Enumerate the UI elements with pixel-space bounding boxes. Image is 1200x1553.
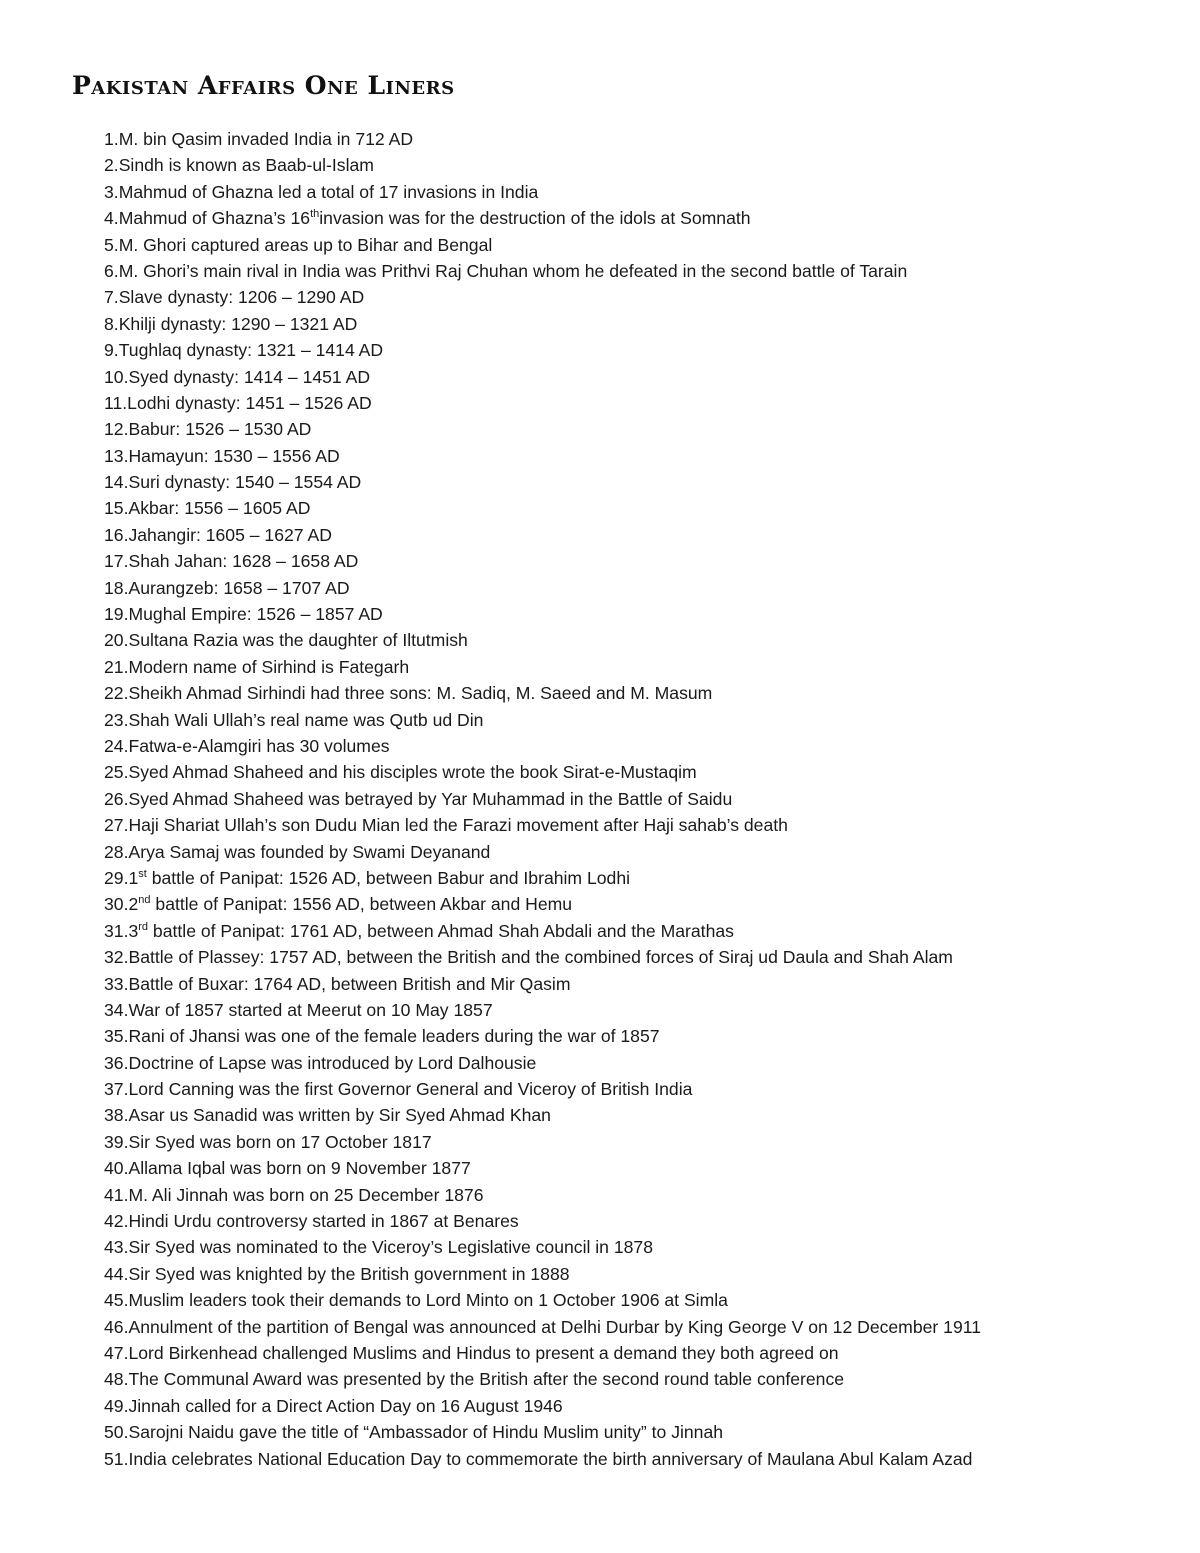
text-segment: M. Ghori’s main rival in India was Prithvi Raj Chuhan whom he defeated in the second battle of Tarain xyxy=(118,260,908,281)
item-number: 22. xyxy=(104,683,129,704)
item-text xyxy=(119,261,908,281)
text-segment: Lord Canning was the first Governor General and Viceroy of British India xyxy=(128,1079,693,1100)
item-text xyxy=(128,947,952,967)
text-segment: Sultana Razia was the daughter of Iltutmish xyxy=(128,630,468,651)
item-number: 10. xyxy=(104,366,129,387)
item-text xyxy=(128,1396,562,1416)
item-text xyxy=(128,974,570,994)
text-segment: Lodhi dynasty: 1451 – 1526 AD xyxy=(127,392,372,413)
item-text xyxy=(128,1343,838,1363)
item-text xyxy=(128,578,349,598)
item-number: 43. xyxy=(104,1237,129,1258)
item-text xyxy=(128,419,311,439)
text-segment: invasion was for the destruction of the idols at Somnath xyxy=(319,208,751,229)
item-number: 18. xyxy=(104,577,129,598)
list-item xyxy=(104,1050,1164,1076)
item-number: 11. xyxy=(104,392,128,413)
item-number: 21. xyxy=(104,656,129,677)
list-item xyxy=(104,1155,1164,1181)
text-segment: Shah Jahan: 1628 – 1658 AD xyxy=(128,551,359,572)
list-item xyxy=(104,601,1164,627)
item-number: 3. xyxy=(104,181,119,202)
item-text xyxy=(128,921,733,941)
item-text xyxy=(128,472,361,492)
text-segment: Syed dynasty: 1414 – 1451 AD xyxy=(128,366,371,387)
text-segment: Shah Wali Ullah’s real name was Qutb ud Din xyxy=(128,709,484,730)
list-item xyxy=(104,1129,1164,1155)
text-segment: Sindh is known as Baab-ul-Islam xyxy=(118,155,374,176)
list-item xyxy=(104,575,1164,601)
text-segment: Rani of Jhansi was one of the female leaders during the war of 1857 xyxy=(128,1026,660,1047)
ordinal-superscript: rd xyxy=(138,920,149,933)
item-text xyxy=(128,630,467,650)
item-text xyxy=(128,762,696,782)
text-segment: Annulment of the partition of Bengal was announced at Delhi Durbar by King George V on 12 December 1911 xyxy=(128,1316,981,1337)
item-number: 47. xyxy=(104,1342,129,1363)
list-item xyxy=(104,495,1164,521)
item-number: 14. xyxy=(104,472,129,493)
list-item xyxy=(104,469,1164,495)
item-text xyxy=(119,182,539,202)
item-text xyxy=(128,1369,844,1389)
item-number: 41. xyxy=(104,1184,129,1205)
item-text xyxy=(127,393,372,413)
item-text xyxy=(128,1237,653,1257)
list-item xyxy=(104,1287,1164,1313)
list-item xyxy=(104,759,1164,785)
item-text xyxy=(128,1105,550,1125)
list-item xyxy=(104,891,1164,917)
text-segment: War of 1857 started at Meerut on 10 May 1857 xyxy=(128,999,493,1020)
ordinal-superscript: st xyxy=(138,868,147,881)
item-text xyxy=(119,287,365,307)
text-segment: Sir Syed was knighted by the British government in 1888 xyxy=(128,1263,570,1284)
item-text xyxy=(128,1211,518,1231)
list-item xyxy=(104,311,1164,337)
item-text xyxy=(119,340,383,360)
item-number: 30. xyxy=(104,894,129,915)
item-number: 25. xyxy=(104,762,129,783)
text-segment: Jinnah called for a Direct Action Day on 16 August 1946 xyxy=(128,1395,563,1416)
item-number: 20. xyxy=(104,630,129,651)
list-item xyxy=(104,232,1164,258)
item-number: 17. xyxy=(104,551,129,572)
text-segment: Tughlaq dynasty: 1321 – 1414 AD xyxy=(118,340,384,361)
item-number: 26. xyxy=(104,788,129,809)
item-number: 31. xyxy=(104,920,129,941)
item-text xyxy=(128,367,370,387)
item-number: 23. xyxy=(104,709,129,730)
text-segment: Allama Iqbal was born on 9 November 1877 xyxy=(128,1158,471,1179)
item-number: 46. xyxy=(104,1316,129,1337)
item-number: 13. xyxy=(104,445,129,466)
ordinal-superscript: th xyxy=(310,208,320,221)
text-segment: Asar us Sanadid was written by Sir Syed Ahmad Khan xyxy=(128,1105,551,1126)
item-number: 51. xyxy=(104,1448,129,1469)
text-segment: 3 xyxy=(128,920,139,941)
item-number: 38. xyxy=(104,1105,129,1126)
list-item xyxy=(104,416,1164,442)
list-item xyxy=(104,1314,1164,1340)
list-item xyxy=(104,865,1164,891)
item-number: 1. xyxy=(104,129,119,149)
list-item xyxy=(104,1182,1164,1208)
list-item xyxy=(104,627,1164,653)
item-number: 5. xyxy=(104,234,119,255)
item-number: 4. xyxy=(104,208,119,229)
text-segment: Muslim leaders took their demands to Lord Minto on 1 October 1906 at Simla xyxy=(128,1290,728,1311)
text-segment: Mahmud of Ghazna led a total of 17 invasions in India xyxy=(118,181,539,202)
text-segment: Sir Syed was born on 17 October 1817 xyxy=(128,1131,432,1152)
text-segment: Sir Syed was nominated to the Viceroy’s Legislative council in 1878 xyxy=(128,1237,653,1258)
text-segment: Mahmud of Ghazna’s 16 xyxy=(118,208,311,229)
item-number: 28. xyxy=(104,841,129,862)
item-text xyxy=(128,551,358,571)
item-text xyxy=(128,1000,492,1020)
list-item xyxy=(104,1023,1164,1049)
document-title: Pakistan Affairs One Liners xyxy=(72,71,455,100)
list-item xyxy=(104,1234,1164,1260)
text-segment: M. bin Qasim invaded India in 712 AD xyxy=(118,129,414,149)
item-text xyxy=(119,314,358,334)
list-item xyxy=(104,654,1164,680)
item-text xyxy=(128,1053,536,1073)
item-text xyxy=(119,129,413,149)
list-item xyxy=(104,839,1164,865)
text-segment: Babur: 1526 – 1530 AD xyxy=(128,419,312,440)
list-item xyxy=(104,707,1164,733)
text-segment: Mughal Empire: 1526 – 1857 AD xyxy=(128,604,383,625)
item-number: 49. xyxy=(104,1395,129,1416)
text-segment: Syed Ahmad Shaheed was betrayed by Yar Muhammad in the Battle of Saidu xyxy=(128,788,733,809)
list-item xyxy=(104,971,1164,997)
list-item xyxy=(104,1076,1164,1102)
item-number: 37. xyxy=(104,1079,129,1100)
list-item xyxy=(104,443,1164,469)
text-segment: Aurangzeb: 1658 – 1707 AD xyxy=(128,577,350,598)
item-number: 35. xyxy=(104,1026,129,1047)
item-number: 8. xyxy=(104,313,119,334)
item-number: 2. xyxy=(104,155,119,176)
list-item xyxy=(104,1419,1164,1445)
text-segment: Arya Samaj was founded by Swami Deyanand xyxy=(128,841,491,862)
item-number: 34. xyxy=(104,999,129,1020)
list-item xyxy=(104,364,1164,390)
text-segment: 2 xyxy=(128,894,139,915)
item-text xyxy=(119,235,493,255)
text-segment: Battle of Plassey: 1757 AD, between the British and the combined forces of Siraj ud Daula and Shah Alam xyxy=(128,947,953,968)
text-segment: Modern name of Sirhind is Fategarh xyxy=(128,656,410,677)
item-number: 44. xyxy=(104,1263,129,1284)
item-number: 48. xyxy=(104,1369,129,1390)
text-segment: Akbar: 1556 – 1605 AD xyxy=(128,498,311,519)
item-number: 7. xyxy=(104,287,119,308)
list-item xyxy=(104,733,1164,759)
item-text xyxy=(128,604,382,624)
text-segment: Syed Ahmad Shaheed and his disciples wrote the book Sirat-e-Mustaqim xyxy=(128,762,697,783)
item-text xyxy=(128,1290,727,1310)
list-item xyxy=(104,1208,1164,1234)
item-text xyxy=(128,1422,723,1442)
item-text xyxy=(128,736,389,756)
text-segment: Khilji dynasty: 1290 – 1321 AD xyxy=(118,313,358,334)
list-item xyxy=(104,548,1164,574)
item-text xyxy=(128,1158,470,1178)
item-text xyxy=(128,1185,483,1205)
item-number: 24. xyxy=(104,735,129,756)
item-number: 33. xyxy=(104,973,129,994)
text-segment: battle of Panipat: 1556 AD, between Akbar and Hemu xyxy=(150,894,573,915)
list-item xyxy=(104,812,1164,838)
item-number: 45. xyxy=(104,1290,129,1311)
list-item xyxy=(104,205,1164,231)
text-segment: Sheikh Ahmad Sirhindi had three sons: M. Sadiq, M. Saeed and M. Masum xyxy=(128,683,713,704)
item-text xyxy=(128,815,787,835)
text-segment: Battle of Buxar: 1764 AD, between British and Mir Qasim xyxy=(128,973,571,994)
text-segment: Haji Shariat Ullah’s son Dudu Mian led the Farazi movement after Haji sahab’s death xyxy=(128,815,788,836)
list-item xyxy=(104,126,1164,152)
item-number: 19. xyxy=(104,604,129,625)
item-number: 29. xyxy=(104,867,129,888)
ordinal-superscript: nd xyxy=(138,894,151,907)
item-number: 9. xyxy=(104,340,119,361)
text-segment: Lord Birkenhead challenged Muslims and Hindus to present a demand they both agreed on xyxy=(128,1342,839,1363)
text-segment: 1 xyxy=(128,867,139,888)
list-item xyxy=(104,918,1164,944)
item-number: 27. xyxy=(104,815,129,836)
item-number: 32. xyxy=(104,947,129,968)
item-text xyxy=(128,1079,692,1099)
item-number: 36. xyxy=(104,1052,129,1073)
text-segment: Jahangir: 1605 – 1627 AD xyxy=(128,524,332,545)
list-item xyxy=(104,284,1164,310)
item-text xyxy=(128,842,490,862)
item-text xyxy=(128,868,630,888)
list-item xyxy=(104,786,1164,812)
item-text xyxy=(128,683,712,703)
text-segment: Sarojni Naidu gave the title of “Ambassador of Hindu Muslim unity” to Jinnah xyxy=(128,1422,724,1443)
list-item xyxy=(104,1366,1164,1392)
item-number: 42. xyxy=(104,1211,129,1232)
text-segment: Fatwa-e-Alamgiri has 30 volumes xyxy=(128,735,390,756)
list-item xyxy=(104,1340,1164,1366)
text-segment: battle of Panipat: 1761 AD, between Ahmad Shah Abdali and the Marathas xyxy=(148,920,734,941)
item-number: 50. xyxy=(104,1422,129,1443)
text-segment: M. Ali Jinnah was born on 25 December 1876 xyxy=(128,1184,484,1205)
item-text xyxy=(119,155,374,175)
item-text xyxy=(128,1264,569,1284)
item-number: 15. xyxy=(104,498,129,519)
item-text xyxy=(128,1449,972,1469)
text-segment: Slave dynasty: 1206 – 1290 AD xyxy=(118,287,365,308)
item-text xyxy=(128,657,409,677)
text-segment: Doctrine of Lapse was introduced by Lord Dalhousie xyxy=(128,1052,537,1073)
item-text xyxy=(128,710,483,730)
text-segment: India celebrates National Education Day to commemorate the birth anniversary of Maulana Abul Kalam Azad xyxy=(128,1448,973,1469)
item-number: 16. xyxy=(104,524,129,545)
list-item xyxy=(104,1261,1164,1287)
item-text xyxy=(119,208,751,228)
list-item xyxy=(104,997,1164,1023)
text-segment: M. Ghori captured areas up to Bihar and Bengal xyxy=(118,234,493,255)
list-item xyxy=(104,1393,1164,1419)
list-item xyxy=(104,680,1164,706)
list-item xyxy=(104,337,1164,363)
list-item xyxy=(104,1102,1164,1128)
item-text xyxy=(128,789,732,809)
item-number: 39. xyxy=(104,1131,129,1152)
list-item xyxy=(104,1446,1164,1472)
list-item xyxy=(104,152,1164,178)
item-text xyxy=(128,1026,659,1046)
text-segment: Suri dynasty: 1540 – 1554 AD xyxy=(128,472,362,493)
text-segment: battle of Panipat: 1526 AD, between Babur and Ibrahim Lodhi xyxy=(146,867,631,888)
text-segment: Hindi Urdu controversy started in 1867 at Benares xyxy=(128,1211,519,1232)
item-text xyxy=(128,1132,431,1152)
item-number: 40. xyxy=(104,1158,129,1179)
list-item xyxy=(104,258,1164,284)
list-item xyxy=(104,944,1164,970)
one-liners-list xyxy=(104,126,1164,1472)
item-text xyxy=(128,894,572,914)
list-item xyxy=(104,179,1164,205)
list-item xyxy=(104,522,1164,548)
text-segment: Hamayun: 1530 – 1556 AD xyxy=(128,445,340,466)
item-text xyxy=(128,525,331,545)
item-text xyxy=(128,1317,981,1337)
item-number: 12. xyxy=(104,419,129,440)
list-item xyxy=(104,390,1164,416)
item-number: 6. xyxy=(104,260,119,281)
item-text xyxy=(128,446,339,466)
text-segment: The Communal Award was presented by the British after the second round table conference xyxy=(128,1369,845,1390)
item-text xyxy=(128,498,310,518)
